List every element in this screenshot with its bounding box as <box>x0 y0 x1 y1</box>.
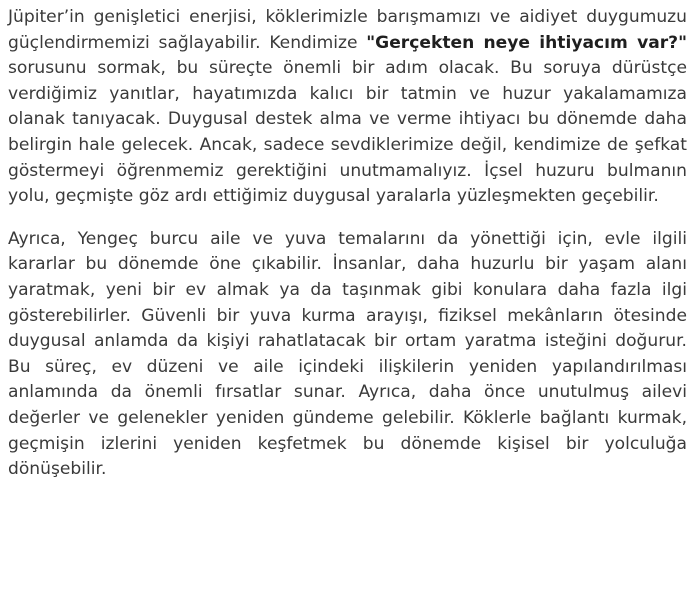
emphasized-question: "Gerçekten neye ihtiyacım var?" <box>366 32 687 53</box>
paragraph-1-body: sorusunu sormak, bu süreçte önemli bir adım olacak. Bu soruya dürüstçe verdiğimiz yanıtlar, hayatımızda kalıcı bir tatmin ve huzur yakalamamıza olanak tanıyacak. Duygusal destek alma ve verme ihtiyacı bu dönemde daha belirgin hale gelecek. Ancak, sadece sevdiklerimize değil, kendimize de şefkat göstermeyi öğrenmemiz gerektiğini unutmamalıyız. İçsel huzuru bulmanın yolu, geçmişte göz ardı ettiğimiz duygusal yaralarla yüzleşmekten geçebilir. <box>8 58 687 207</box>
paragraph-2: Ayrıca, Yengeç burcu aile ve yuva temalarını da yönettiği için, evle ilgili kararlar bu dönemde öne çıkabilir. İnsanlar, daha huzurlu bir yaşam alanı yaratmak, yeni bir ev almak ya da taşınmak gibi konulara daha fazla ilgi gösterebilirler. Güvenli bir yuva kurma arayışı, fiziksel mekânların ötesinde duygusal anlamda da kişiyi rahatlatacak bir ortam yaratma isteğini doğurur. Bu süreç, ev düzeni ve aile içindeki ilişkilerin yeniden yapılandırılması anlamında da önemli fırsatlar sunar. Ayrıca, daha önce unutulmuş ailevi değerler ve gelenekler yeniden gündeme gelebilir. Köklerle bağlantı kurmak, geçmişin izlerini yeniden keşfetmek bu dönemde kişisel bir yolculuğa dönüşebilir. <box>8 228 687 480</box>
paragraph-1 <box>8 0 687 210</box>
paragraph-1-intro: Jüpiter’in genişletici enerjisi, köklerimizle barışmamızı ve aidiyet duygumuzu güçlendirmemizi sağlayabilir. Kendimize <box>8 7 687 53</box>
